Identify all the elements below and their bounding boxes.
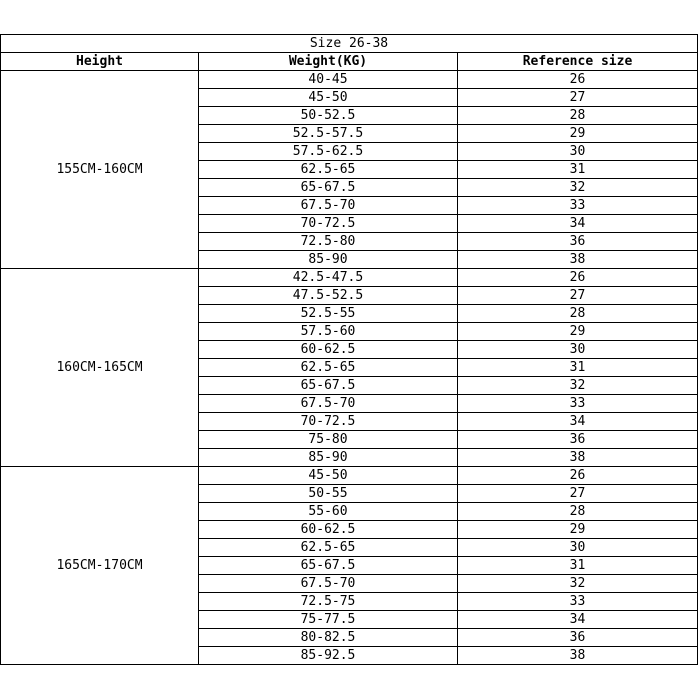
weight-cell: 52.5-57.5 xyxy=(199,125,458,143)
weight-cell: 57.5-60 xyxy=(199,323,458,341)
reference-size-cell: 29 xyxy=(458,521,698,539)
reference-size-cell: 26 xyxy=(458,467,698,485)
reference-size-cell: 31 xyxy=(458,557,698,575)
reference-size-cell: 33 xyxy=(458,395,698,413)
weight-cell: 67.5-70 xyxy=(199,575,458,593)
weight-cell: 60-62.5 xyxy=(199,341,458,359)
reference-size-cell: 29 xyxy=(458,125,698,143)
reference-size-cell: 27 xyxy=(458,287,698,305)
table-row xyxy=(1,71,698,89)
weight-cell: 75-77.5 xyxy=(199,611,458,629)
reference-size-cell: 33 xyxy=(458,593,698,611)
weight-cell: 45-50 xyxy=(199,467,458,485)
table-title: Size 26-38 xyxy=(1,35,698,53)
reference-size-cell: 30 xyxy=(458,539,698,557)
reference-size-cell: 33 xyxy=(458,197,698,215)
column-header-weight: Weight(KG) xyxy=(199,53,458,71)
reference-size-cell: 30 xyxy=(458,341,698,359)
weight-cell: 57.5-62.5 xyxy=(199,143,458,161)
reference-size-cell: 36 xyxy=(458,431,698,449)
reference-size-cell: 27 xyxy=(458,89,698,107)
weight-cell: 65-67.5 xyxy=(199,557,458,575)
weight-cell: 65-67.5 xyxy=(199,179,458,197)
height-range-cell: 155CM-160CM xyxy=(1,71,199,269)
weight-cell: 65-67.5 xyxy=(199,377,458,395)
weight-cell: 85-90 xyxy=(199,251,458,269)
weight-cell: 55-60 xyxy=(199,503,458,521)
reference-size-cell: 26 xyxy=(458,71,698,89)
reference-size-cell: 30 xyxy=(458,143,698,161)
reference-size-cell: 38 xyxy=(458,251,698,269)
weight-cell: 62.5-65 xyxy=(199,539,458,557)
weight-cell: 85-90 xyxy=(199,449,458,467)
weight-cell: 80-82.5 xyxy=(199,629,458,647)
weight-cell: 52.5-55 xyxy=(199,305,458,323)
reference-size-cell: 28 xyxy=(458,107,698,125)
weight-cell: 67.5-70 xyxy=(199,197,458,215)
reference-size-cell: 32 xyxy=(458,179,698,197)
reference-size-cell: 38 xyxy=(458,647,698,665)
reference-size-cell: 34 xyxy=(458,413,698,431)
size-chart-table xyxy=(0,34,698,665)
reference-size-cell: 32 xyxy=(458,575,698,593)
reference-size-cell: 28 xyxy=(458,503,698,521)
weight-cell: 50-55 xyxy=(199,485,458,503)
column-header-height: Height xyxy=(1,53,199,71)
weight-cell: 75-80 xyxy=(199,431,458,449)
weight-cell: 67.5-70 xyxy=(199,395,458,413)
reference-size-cell: 27 xyxy=(458,485,698,503)
reference-size-cell: 31 xyxy=(458,161,698,179)
column-header-reference-size: Reference size xyxy=(458,53,698,71)
weight-cell: 72.5-75 xyxy=(199,593,458,611)
reference-size-cell: 29 xyxy=(458,323,698,341)
reference-size-cell: 38 xyxy=(458,449,698,467)
weight-cell: 85-92.5 xyxy=(199,647,458,665)
weight-cell: 70-72.5 xyxy=(199,413,458,431)
weight-cell: 62.5-65 xyxy=(199,359,458,377)
table-row xyxy=(1,467,698,485)
reference-size-cell: 36 xyxy=(458,233,698,251)
weight-cell: 62.5-65 xyxy=(199,161,458,179)
weight-cell: 47.5-52.5 xyxy=(199,287,458,305)
reference-size-cell: 26 xyxy=(458,269,698,287)
weight-cell: 45-50 xyxy=(199,89,458,107)
height-range-cell: 165CM-170CM xyxy=(1,467,199,665)
weight-cell: 72.5-80 xyxy=(199,233,458,251)
reference-size-cell: 28 xyxy=(458,305,698,323)
reference-size-cell: 31 xyxy=(458,359,698,377)
weight-cell: 50-52.5 xyxy=(199,107,458,125)
weight-cell: 40-45 xyxy=(199,71,458,89)
reference-size-cell: 34 xyxy=(458,215,698,233)
table-body xyxy=(1,71,698,665)
weight-cell: 70-72.5 xyxy=(199,215,458,233)
weight-cell: 42.5-47.5 xyxy=(199,269,458,287)
table-row xyxy=(1,269,698,287)
reference-size-cell: 32 xyxy=(458,377,698,395)
reference-size-cell: 36 xyxy=(458,629,698,647)
weight-cell: 60-62.5 xyxy=(199,521,458,539)
height-range-cell: 160CM-165CM xyxy=(1,269,199,467)
reference-size-cell: 34 xyxy=(458,611,698,629)
